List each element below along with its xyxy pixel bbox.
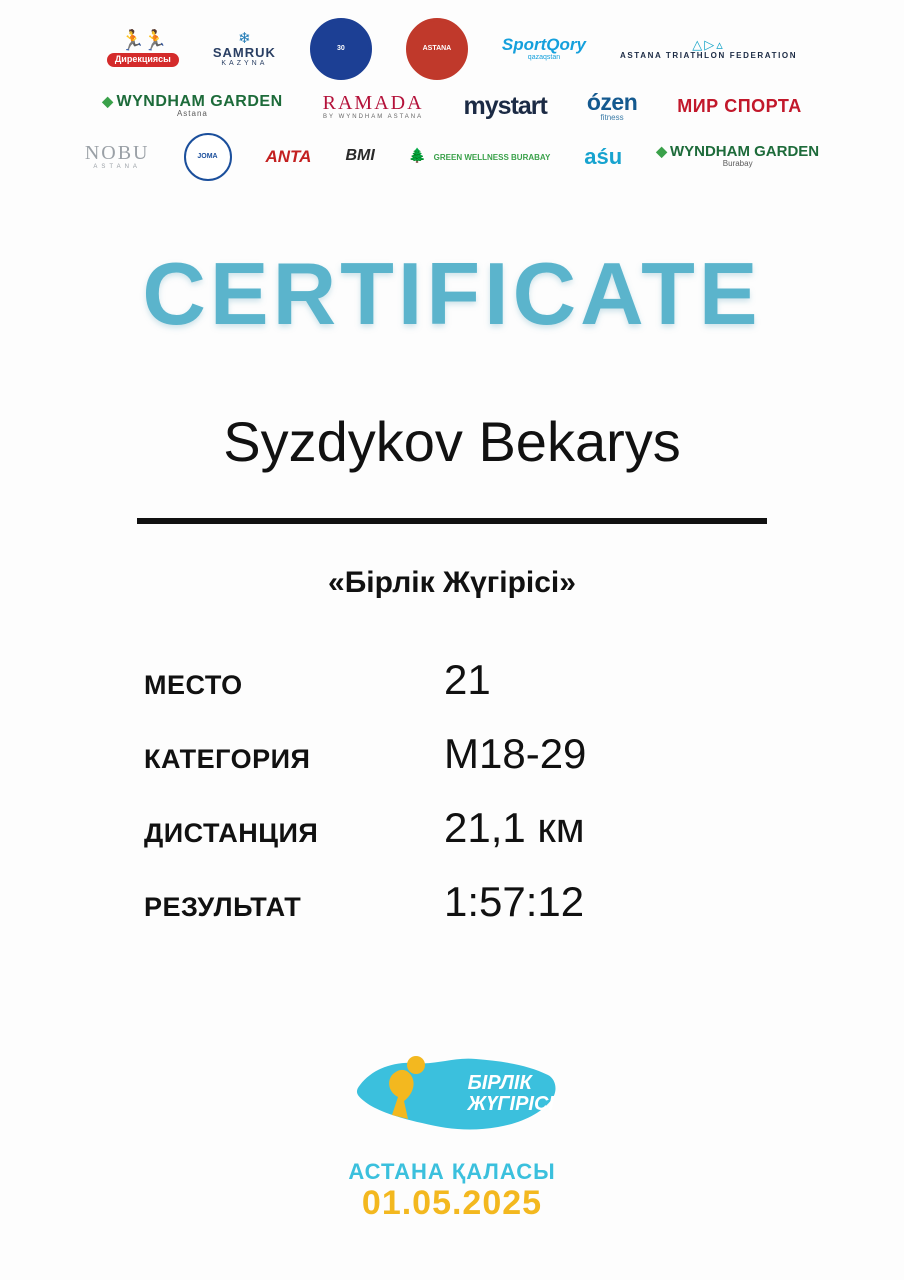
logo-samruk-label: SAMRUK [212, 45, 276, 60]
triangle-shapes-icon: △▷▵ [692, 36, 725, 52]
result-value-place: 21 [444, 655, 491, 703]
logo-atf-label: ASTANA TRIATHLON FEDERATION [619, 50, 798, 60]
logo-samruk-kazyna [213, 31, 276, 67]
logo-ramada-sublabel: BY WYNDHAM ASTANA [323, 113, 424, 120]
logo-mir-sporta [677, 97, 802, 116]
result-label-category: КАТЕГОРИЯ [144, 743, 311, 774]
sponsor-row-2 [40, 90, 864, 123]
logo-ozen-fitness [587, 90, 637, 123]
result-value-distance: 21,1 км [444, 803, 585, 851]
emblem-date: 01.05.2025 [361, 1183, 543, 1222]
logo-sportqory [502, 36, 586, 61]
sponsor-row-1 [40, 18, 864, 80]
result-value-time: 1:57:12 [444, 877, 585, 925]
result-label-time: РЕЗУЛЬТАТ [144, 891, 302, 922]
logo-anniversary-30 [310, 18, 372, 80]
logo-direkciyasy [107, 31, 179, 66]
samruk-bird-icon: ❄ [238, 30, 251, 47]
logo-nobu-label: NOBU [84, 141, 150, 164]
result-label-place: МЕСТО [144, 669, 243, 700]
emblem-city: АСТАНА ҚАЛАСЫ [348, 1158, 556, 1184]
leaf-icon: ◆ [656, 143, 667, 160]
logo-astana-label: ASTANA [422, 45, 452, 53]
event-emblem [0, 1039, 904, 1222]
logo-wyndham-burabay-label: WYNDHAM GARDEN [669, 143, 820, 161]
result-label-distance: ДИСТАНЦИЯ [144, 817, 319, 848]
logo-anniversary-label: 30 [337, 45, 345, 53]
logo-wyndham-label: WYNDHAM GARDEN [116, 92, 283, 110]
logo-asu-label: aśu [584, 143, 623, 169]
logo-wyndham-sublabel: Astana [176, 109, 208, 119]
result-row [142, 730, 762, 778]
logo-bmi-label: BMI [345, 147, 375, 165]
certificate-title: CERTIFICATE [142, 243, 762, 343]
result-row [142, 804, 762, 852]
emblem-map [342, 1039, 562, 1149]
divider [137, 518, 767, 524]
logo-samruk-sublabel: KAZYNA [221, 59, 268, 67]
logo-astana-triathlon-federation [620, 38, 797, 60]
result-row [142, 656, 762, 704]
logo-mystart-label: mystart [463, 92, 547, 121]
logo-wyndham-garden-burabay [656, 144, 819, 168]
runners-icon: 🏃🏃 [119, 30, 166, 53]
participant-name: Syzdykov Bekarys [223, 409, 681, 473]
logo-joma [184, 133, 232, 181]
logo-nobu-sublabel: ASTANA [93, 163, 141, 170]
joma-badge-icon [184, 133, 232, 181]
emblem-text [468, 1073, 554, 1115]
result-value-category: M18-29 [444, 729, 587, 777]
emblem-line-2: ЖҮГІРІСІ [467, 1092, 554, 1115]
logo-anta [266, 148, 312, 166]
logo-anta-label: ANTA [265, 146, 312, 166]
emblem-line-1: БІРЛІК [467, 1071, 532, 1094]
logo-asu [584, 145, 622, 168]
logo-bmi [345, 148, 374, 165]
logo-sportqory-sublabel: qazaqstan [527, 54, 561, 62]
results-table [142, 656, 762, 926]
tree-icon: 🌲 [408, 147, 427, 164]
anniversary-badge-icon [310, 18, 372, 80]
event-name: «Бірлік Жүгірісі» [328, 565, 576, 599]
leaf-icon: ◆ [102, 92, 114, 109]
logo-ramada [323, 93, 424, 120]
result-row [142, 878, 762, 926]
logo-mystart [464, 93, 547, 119]
logo-ozen-label: ózen [586, 89, 638, 115]
logo-wyndham-garden-astana [102, 94, 282, 119]
logo-ramada-label: RAMADA [322, 91, 424, 114]
logo-green-wellness-burabay [409, 148, 551, 165]
sponsor-logos [0, 0, 904, 201]
logo-ozen-sublabel: fitness [600, 113, 624, 123]
astana-badge-icon [406, 18, 468, 80]
logo-direkciyasy-label: Дирекциясы [107, 53, 179, 66]
logo-joma-label: JOMA [197, 152, 218, 160]
logo-sportqory-label: SportQory [501, 35, 586, 55]
logo-astana [406, 18, 468, 80]
logo-green-label: GREEN WELLNESS BURABAY [433, 153, 551, 163]
logo-mir-sporta-label: МИР СПОРТА [677, 95, 802, 116]
sponsor-row-3 [40, 133, 864, 181]
logo-nobu [85, 143, 150, 170]
logo-wyndham-burabay-sublabel: Burabay [722, 159, 753, 169]
